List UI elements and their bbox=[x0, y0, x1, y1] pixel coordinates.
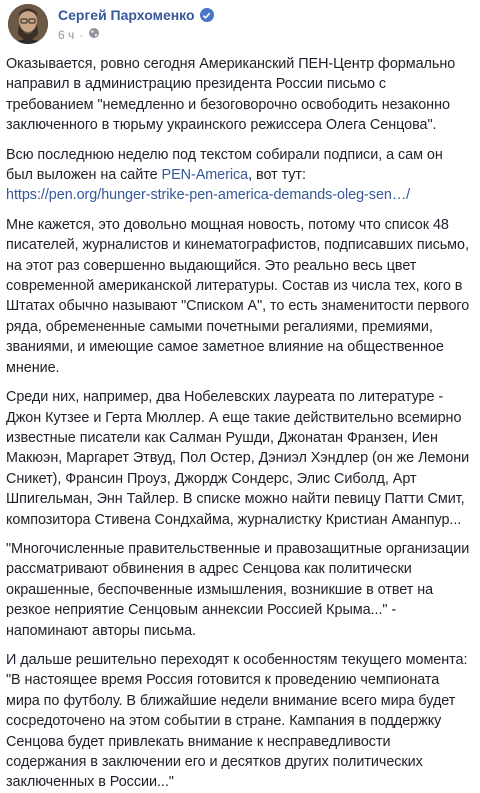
pen-america-link[interactable]: PEN-America bbox=[161, 167, 249, 184]
pen-org-url-link[interactable]: https://pen.org/hunger-strike-pen-america-demands-oleg-sen…/ bbox=[6, 187, 411, 204]
author-avatar[interactable] bbox=[8, 4, 48, 44]
paragraph-2-text: Всю последнюю неделю под текстом собирали подписи, а сам он был выложен на сайте bbox=[6, 146, 443, 184]
verified-badge-icon bbox=[200, 8, 214, 22]
paragraph-2 bbox=[6, 145, 472, 206]
paragraph-2-text-end: , вот тут: bbox=[248, 167, 306, 184]
paragraph-4: Среди них, например, два Нобелевских лауреата по литературе - Джон Кутзее и Герта Мюллер. А еще такие действительно всемирно известные писатели как Салман Рушди, Джонатан Франзен, Иен Макюэн, Маргарет Этвуд, Пол Остер, Дэниэл Хэндлер (он же Лемони Сникет), Франсин Проуз, Джордж Сондерс, Элис Сиболд, Арт Шпигельман, Энн Тайлер. В списке можно найти певицу Патти Смит, композитора Стивена Сондхайма, журналистку Кристиан Аманпур... bbox=[6, 389, 470, 528]
post-timestamp[interactable]: 6 ч bbox=[58, 27, 75, 42]
paragraph-5: "Многочисленные правительственные и правозащитные организации рассматривают обвинения в адрес Сенцова как политически окрашенные, беспочвенные измышления, возникшие в ответ на резкое неприятие Сенцовым аннексии Россией Крыма..." - напоминают авторы письма. bbox=[6, 540, 470, 639]
paragraph-3: Мне кажется, это довольно мощная новость, потому что список 48 писателей, журналистов и кинематографистов, подписавших письмо, на этот раз совершенно выдающийся. Это реально весь цвет современной американской литературы. Состав из числа тех, кого в Штатах обычно называют "Списком А", то есть знаменитости первого ряда, обремененные самыми почетными регалиями, премиями, званиями, и имеющие самое заметное влияние на общественное мнение. bbox=[6, 216, 470, 376]
post-body bbox=[4, 48, 474, 793]
globe-icon bbox=[88, 27, 100, 42]
dot-separator: · bbox=[79, 27, 84, 42]
author-name[interactable]: Сергей Пархоменко bbox=[58, 7, 195, 23]
paragraph-1: Оказывается, ровно сегодня Американский ПЕН-Центр формально направил в администрацию президента России письмо с требованием "немедленно и безоговорочно освободить незаконно заключенного в тюрьму украинского режиссера Олега Сенцова". bbox=[6, 56, 456, 134]
avatar-photo bbox=[8, 4, 48, 44]
paragraph-6: И дальше решительно переходят к особенностям текущего момента: "В настоящее время Россия готовится к проведению чемпионата мира по футболу. В ближайшие недели внимание всего мира будет сосредоточено на этом событии в стране. Кампания в поддержку Сенцова будет привлекать внимание к несправедливости содержания в заключении его и десятков других политических заключенных в России..." bbox=[6, 651, 468, 791]
author-line bbox=[58, 7, 214, 23]
post-header bbox=[4, 0, 474, 48]
post-meta bbox=[58, 27, 100, 42]
